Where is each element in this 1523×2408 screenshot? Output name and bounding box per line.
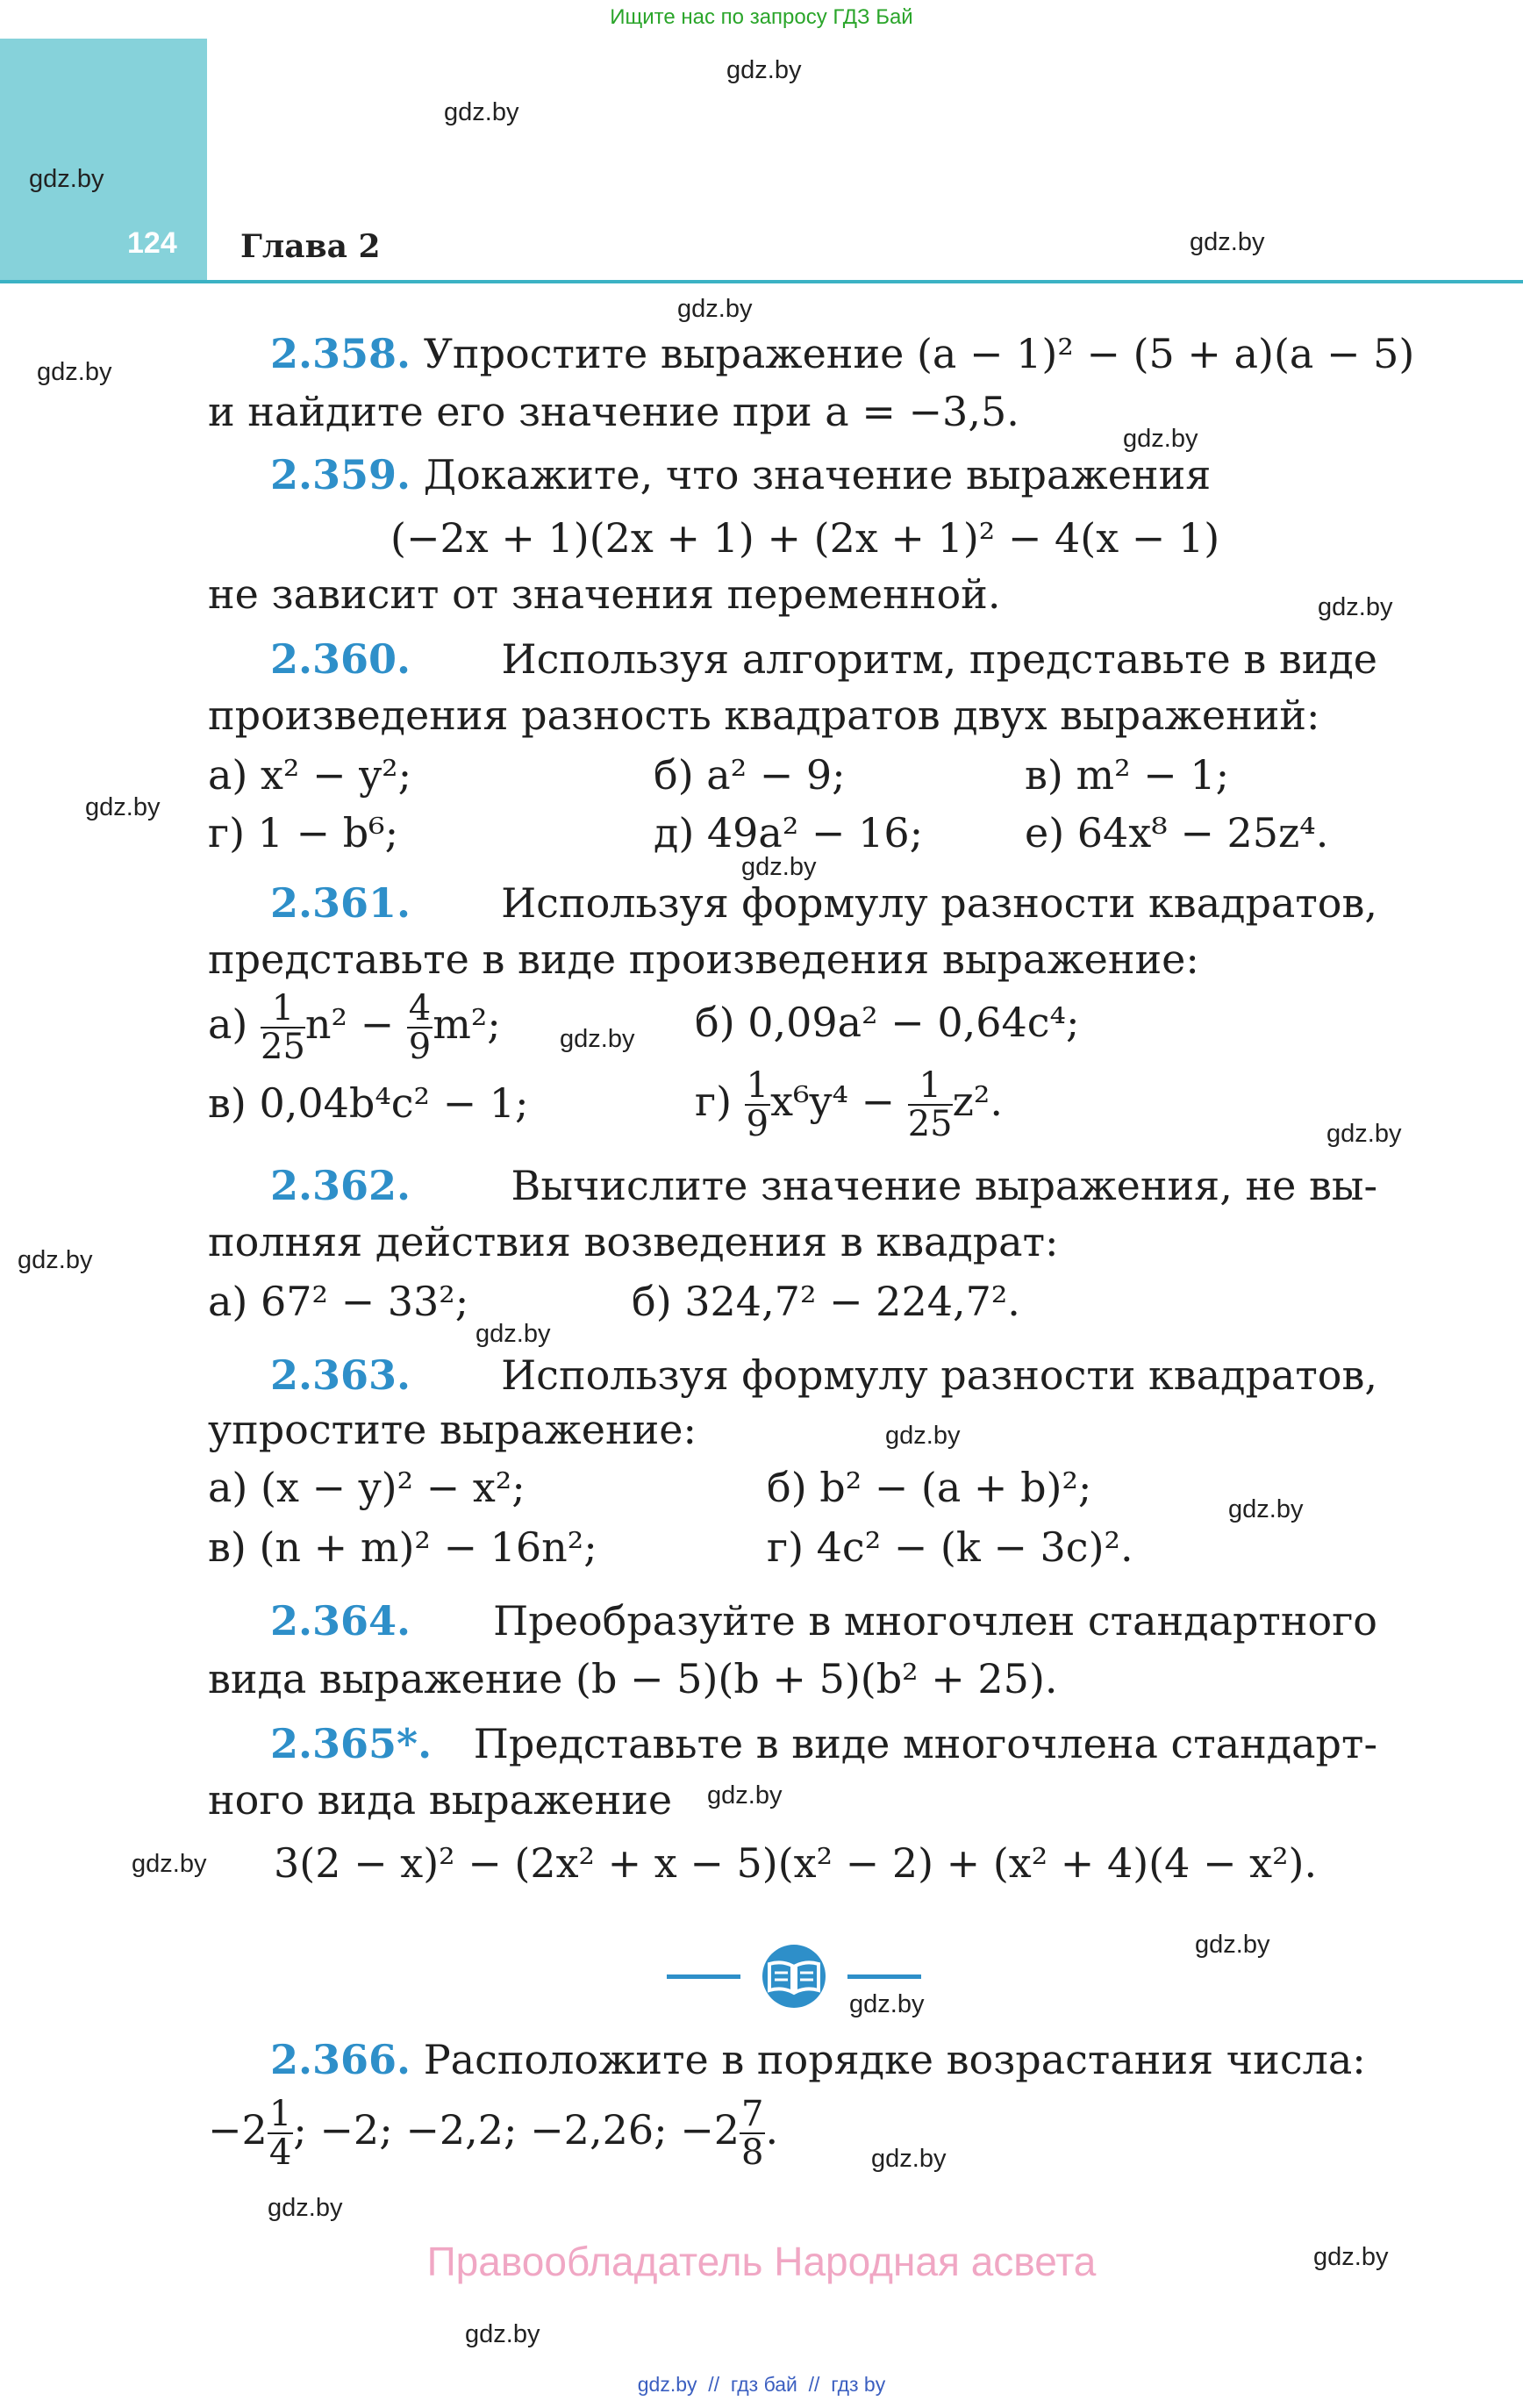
exercise-formula: 3(2 − x)² − (2x² + x − 5)(x² − 2) + (x² + 4)(4 − x²). [274, 1839, 1318, 1887]
watermark: gdz.by [465, 2320, 540, 2348]
fraction: $\frac{1}{4}$ [268, 2094, 292, 2173]
answer-item [695, 1067, 1003, 1143]
watermark: gdz.by [268, 2194, 343, 2222]
section-divider [667, 1941, 921, 2011]
answer-item: г) 1 − b⁶; [208, 809, 399, 856]
item-label: г) [695, 1078, 733, 1125]
number-list-middle: ; −2; −2,2; −2,26; [293, 2106, 681, 2154]
exercise-text-line: представьте в виде произведения выражение: [208, 935, 1199, 983]
mixed-whole: −2 [680, 2106, 740, 2154]
answer-item: а) 67² − 33²; [208, 1278, 469, 1325]
watermark: gdz.by [677, 295, 753, 323]
watermark: gdz.by [37, 358, 112, 386]
watermark: gdz.by [741, 853, 817, 881]
exercise-number: 2.360. [270, 635, 411, 683]
watermark: gdz.by [885, 1422, 961, 1450]
expr-part: m²; [433, 1000, 501, 1048]
fraction: $\frac{1}{25}$ [907, 1065, 953, 1144]
exercise-2-361 [270, 879, 1377, 927]
exercise-text-line: упростите выражение: [208, 1406, 697, 1453]
exercise-text: Используя формулу разности квадратов, [501, 1351, 1377, 1399]
watermark: gdz.by [707, 1781, 783, 1810]
exercise-2-360 [270, 635, 1377, 683]
punctuation: . [765, 2106, 779, 2154]
watermark: gdz.by [85, 793, 161, 821]
watermark: gdz.by [560, 1025, 635, 1053]
exercise-number: 2.358. [270, 330, 411, 377]
watermark: gdz.by [1313, 2243, 1389, 2271]
exercise-text: Представьте в виде многочлена стандарт- [473, 1720, 1377, 1767]
exercise-2-365 [270, 1720, 1377, 1767]
watermark: gdz.by [132, 1850, 207, 1878]
top-note: Ищите нас по запросу ГДЗ Бай [610, 5, 913, 29]
header-rule [0, 280, 1523, 283]
watermark: gdz.by [1326, 1120, 1402, 1148]
watermark: gdz.by [1228, 1495, 1304, 1523]
expr-part: z². [952, 1078, 1003, 1125]
exercise-text-line: ного вида выражение [208, 1776, 673, 1824]
watermark: gdz.by [1195, 1931, 1270, 1959]
exercise-text-line: произведения разность квадратов двух выражений: [208, 692, 1320, 739]
exercise-2-364 [270, 1597, 1377, 1645]
exercise-text-line: не зависит от значения переменной. [208, 570, 1001, 618]
mixed-whole: −2 [208, 2106, 268, 2154]
answer-item: в) m² − 1; [1025, 751, 1230, 799]
watermark: gdz.by [871, 2145, 947, 2173]
exercise-text: Докажите, что значение выражения [423, 451, 1212, 498]
exercise-2-359 [270, 451, 1212, 498]
fraction: $\frac{1}{25}$ [261, 988, 305, 1067]
exercise-number: 2.361. [270, 879, 411, 927]
exercise-text: Используя алгоритм, представьте в виде [501, 635, 1377, 683]
answer-item [208, 990, 501, 1065]
exercise-number: 2.366. [270, 2036, 411, 2083]
exercise-2-362 [270, 1162, 1377, 1209]
watermark: gdz.by [849, 1990, 925, 2018]
watermark: gdz.by [444, 98, 519, 126]
watermark: gdz.by [18, 1246, 93, 1274]
exercise-2-363 [270, 1351, 1377, 1399]
number-list [208, 2096, 778, 2171]
page-number: 124 [127, 226, 177, 260]
answer-item: б) a² − 9; [654, 751, 846, 799]
watermark: gdz.by [726, 56, 802, 84]
copyright-notice: Правообладатель Народная асвета [426, 2239, 1097, 2284]
answer-item: г) 4c² − (k − 3c)². [767, 1523, 1133, 1571]
book-icon [667, 1941, 921, 2011]
chapter-title: Глава 2 [240, 228, 381, 265]
expr-part: n² − [304, 1000, 395, 1048]
fraction: $\frac{4}{9}$ [408, 988, 432, 1067]
answer-item: в) 0,04b⁴c² − 1; [208, 1079, 529, 1127]
watermark: gdz.by [29, 165, 104, 193]
expr-part: x⁶y⁴ − [770, 1078, 896, 1125]
exercise-text: Упростите выражение (a − 1)² − (5 + a)(a − 5) [423, 330, 1415, 377]
watermark: gdz.by [475, 1320, 551, 1348]
exercise-text-line: вида выражение (b − 5)(b + 5)(b² + 25). [208, 1655, 1058, 1702]
answer-item: а) (x − y)² − x²; [208, 1464, 526, 1511]
answer-item: е) 64x⁸ − 25z⁴. [1025, 809, 1329, 856]
exercise-2-366 [270, 2036, 1366, 2083]
watermark: gdz.by [1123, 425, 1198, 453]
answer-item: б) 324,7² − 224,7². [632, 1278, 1020, 1325]
fraction: $\frac{1}{9}$ [746, 1065, 769, 1144]
answer-item: б) b² − (a + b)²; [767, 1464, 1092, 1511]
answer-item: а) x² − y²; [208, 751, 412, 799]
exercise-number: 2.359. [270, 451, 411, 498]
answer-item: в) (n + m)² − 16n²; [208, 1523, 597, 1571]
exercise-number: 2.364. [270, 1597, 411, 1645]
footer-links[interactable]: gdz.by // гдз бай // гдз by [637, 2373, 886, 2396]
answer-item: б) 0,09a² − 0,64c⁴; [695, 999, 1080, 1046]
item-label: а) [208, 1000, 248, 1048]
exercise-text: Вычислите значение выражения, не вы- [511, 1162, 1377, 1209]
exercise-number: 2.363. [270, 1351, 411, 1399]
exercise-2-358 [270, 330, 1415, 377]
exercise-text: Расположите в порядке возрастания числа: [423, 2036, 1366, 2083]
exercise-text-line: полняя действия возведения в квадрат: [208, 1218, 1059, 1265]
exercise-number: 2.365*. [270, 1720, 433, 1767]
exercise-text: Используя формулу разности квадратов, [501, 879, 1377, 927]
exercise-text: Преобразуйте в многочлен стандартного [493, 1597, 1377, 1645]
exercise-number: 2.362. [270, 1162, 411, 1209]
watermark: gdz.by [1318, 593, 1393, 621]
answer-item: д) 49a² − 16; [654, 809, 924, 856]
fraction: $\frac{7}{8}$ [741, 2094, 764, 2173]
exercise-text-line: и найдите его значение при a = −3,5. [208, 388, 1019, 435]
exercise-formula: (−2x + 1)(2x + 1) + (2x + 1)² − 4(x − 1) [390, 514, 1220, 562]
watermark: gdz.by [1190, 228, 1265, 256]
